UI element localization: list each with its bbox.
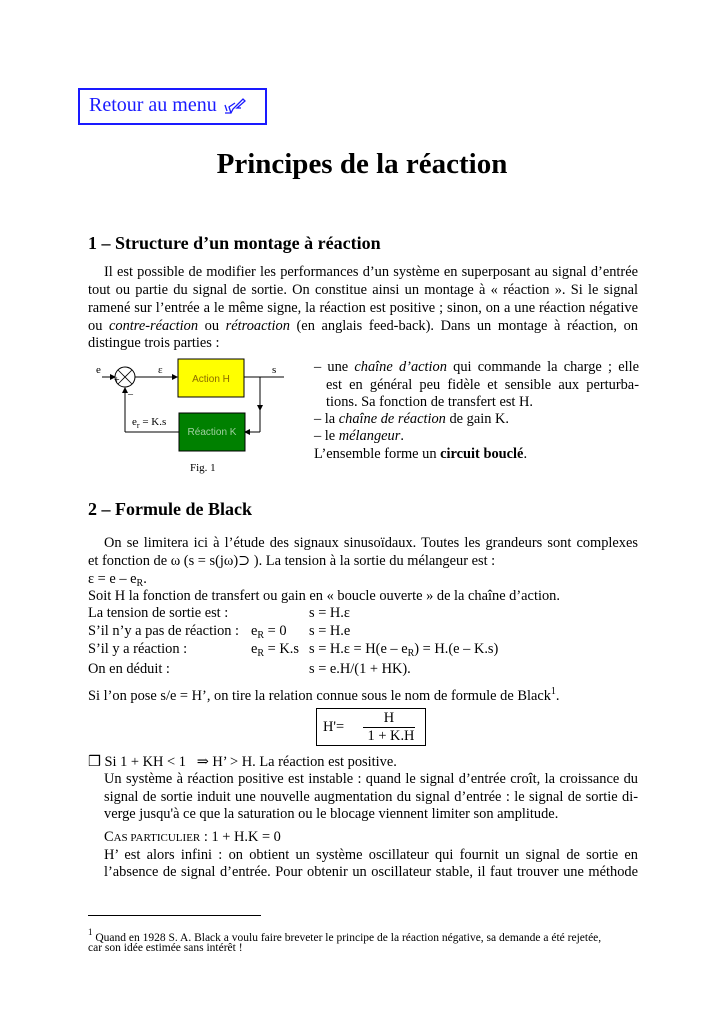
formula-lhs: H'= <box>323 719 345 735</box>
diagram-label-er: $e_r = K.s$ <box>132 416 167 430</box>
paragraph-line: Si l’on pose s/e = H’, on tire la relation connue sous le nom de formule de Black$^1$. <box>88 686 560 704</box>
diagram-label-s: s <box>272 364 277 376</box>
paragraph-line: l’absence de signal d’entrée. Pour obtenir un oscillateur stable, il faut trouver une méthode <box>104 864 638 880</box>
equation: $s = H.\varepsilon = H(e - e_R) = H.(e - K.s)$ <box>309 641 499 659</box>
section-2-heading: 2 – Formule de Black <box>88 499 252 519</box>
pointing-hand-icon <box>223 95 247 121</box>
special-case-heading: CAS PARTICULIER : 1 + H.K = 0 <box>104 829 281 845</box>
paragraph-line: signal de sortie induit une nouvelle augmentation du signal d’entrée : le signal de sortie di- <box>104 789 638 805</box>
list-item-continued: est en général peu fidèle et sensible aux perturba- <box>326 377 639 393</box>
equation: s = H.e <box>309 623 351 639</box>
footnote-text: car son idée estimée sans intérêt ! <box>88 942 243 954</box>
paragraph-line: Un système à réaction positive est instable : quand le signal d’entrée croît, la croissance du <box>104 771 638 787</box>
paragraph-line: H’ est alors infini : on obtient un système oscillateur qui fournit un signal de sortie en <box>104 847 638 863</box>
equation: $e_R = 0$ <box>251 623 287 641</box>
paragraph-line: verge jusqu'à ce que la saturation ou le blocage viennent limiter son amplitude. <box>104 806 559 822</box>
list-conclusion: L’ensemble forme un circuit bouclé. <box>314 446 528 462</box>
paragraph-line: ou contre-réaction ou rétroaction (en anglais feed-back). Dans un montage à réaction, on <box>88 318 639 334</box>
footnote-reference: 1 <box>550 686 556 697</box>
list-item-continued: tions. Sa fonction de transfert est H. <box>326 394 534 410</box>
back-to-menu-label: Retour au menu <box>89 94 217 116</box>
equation-label: S’il y a réaction : <box>88 641 188 657</box>
paragraph-line: ramené sur l’entrée a le même signe, la réaction est positive ; sinon, on a une réaction négative <box>88 300 638 316</box>
paragraph-line: $\varepsilon = e - e_R$. <box>88 571 147 589</box>
equation: s = e.H/(1 + HK). <box>309 661 411 677</box>
formula-denominator: 1 + K.H <box>367 728 415 744</box>
paragraph-line: Il est possible de modifier les performances d’un système en superposant au signal d’entrée <box>104 264 638 280</box>
equation-label: S’il n’y a pas de réaction : <box>88 623 240 639</box>
list-item: – la chaîne de réaction de gain K. <box>314 411 510 427</box>
footnote-text: $^1$ Quand en 1928 S. A. Black a voulu faire breveter le principe de la réaction négative, sa demande a été rejetée, <box>88 927 602 944</box>
paragraph-line: Soit H la fonction de transfert ou gain en « boucle ouverte » de la chaîne d’action. <box>88 588 560 604</box>
page-title: Principes de la réaction <box>216 148 508 180</box>
equation-label: On en déduit : <box>88 661 170 677</box>
diagram-label-e: e <box>96 364 101 376</box>
formula-numerator: H <box>383 710 395 726</box>
equation: $e_R = K.s$ <box>251 641 299 659</box>
plus-sign: + <box>114 375 120 386</box>
list-item: – le mélangeur. <box>314 428 404 444</box>
reaction-label: Réaction K <box>187 427 237 438</box>
black-formula-box <box>316 708 426 746</box>
list-item: – une chaîne d’action qui commande la charge ; elle <box>314 359 639 375</box>
figure-caption: Fig. 1 <box>190 462 216 474</box>
feedback-diagram <box>88 355 298 480</box>
diagram-label-epsilon: ε <box>158 364 163 376</box>
action-label: Action H <box>192 374 230 385</box>
section-1-heading: 1 – Structure d’un montage à réaction <box>88 233 381 253</box>
equation: s = H.ε <box>309 605 350 621</box>
equation-label: La tension de sortie est : <box>88 605 229 621</box>
condition-line: ❒ Si 1 + KH < 1 ⇒ H’ > H. La réaction est positive. <box>88 754 397 770</box>
footnote-divider <box>88 915 261 916</box>
back-to-menu-button[interactable] <box>78 88 267 125</box>
minus-sign: – <box>128 389 133 400</box>
paragraph-line: tout ou partie du signal de sortie. On constitue ainsi un montage à « réaction ». Si le signal <box>88 282 638 298</box>
paragraph-line: On se limitera ici à l’étude des signaux sinusoïdaux. Toutes les grandeurs sont complexes <box>104 535 638 551</box>
paragraph-line: distingue trois parties : <box>88 335 220 351</box>
paragraph-line: et fonction de ω (s = s(jω)⊃ ). La tension à la sortie du mélangeur est : <box>88 553 496 569</box>
